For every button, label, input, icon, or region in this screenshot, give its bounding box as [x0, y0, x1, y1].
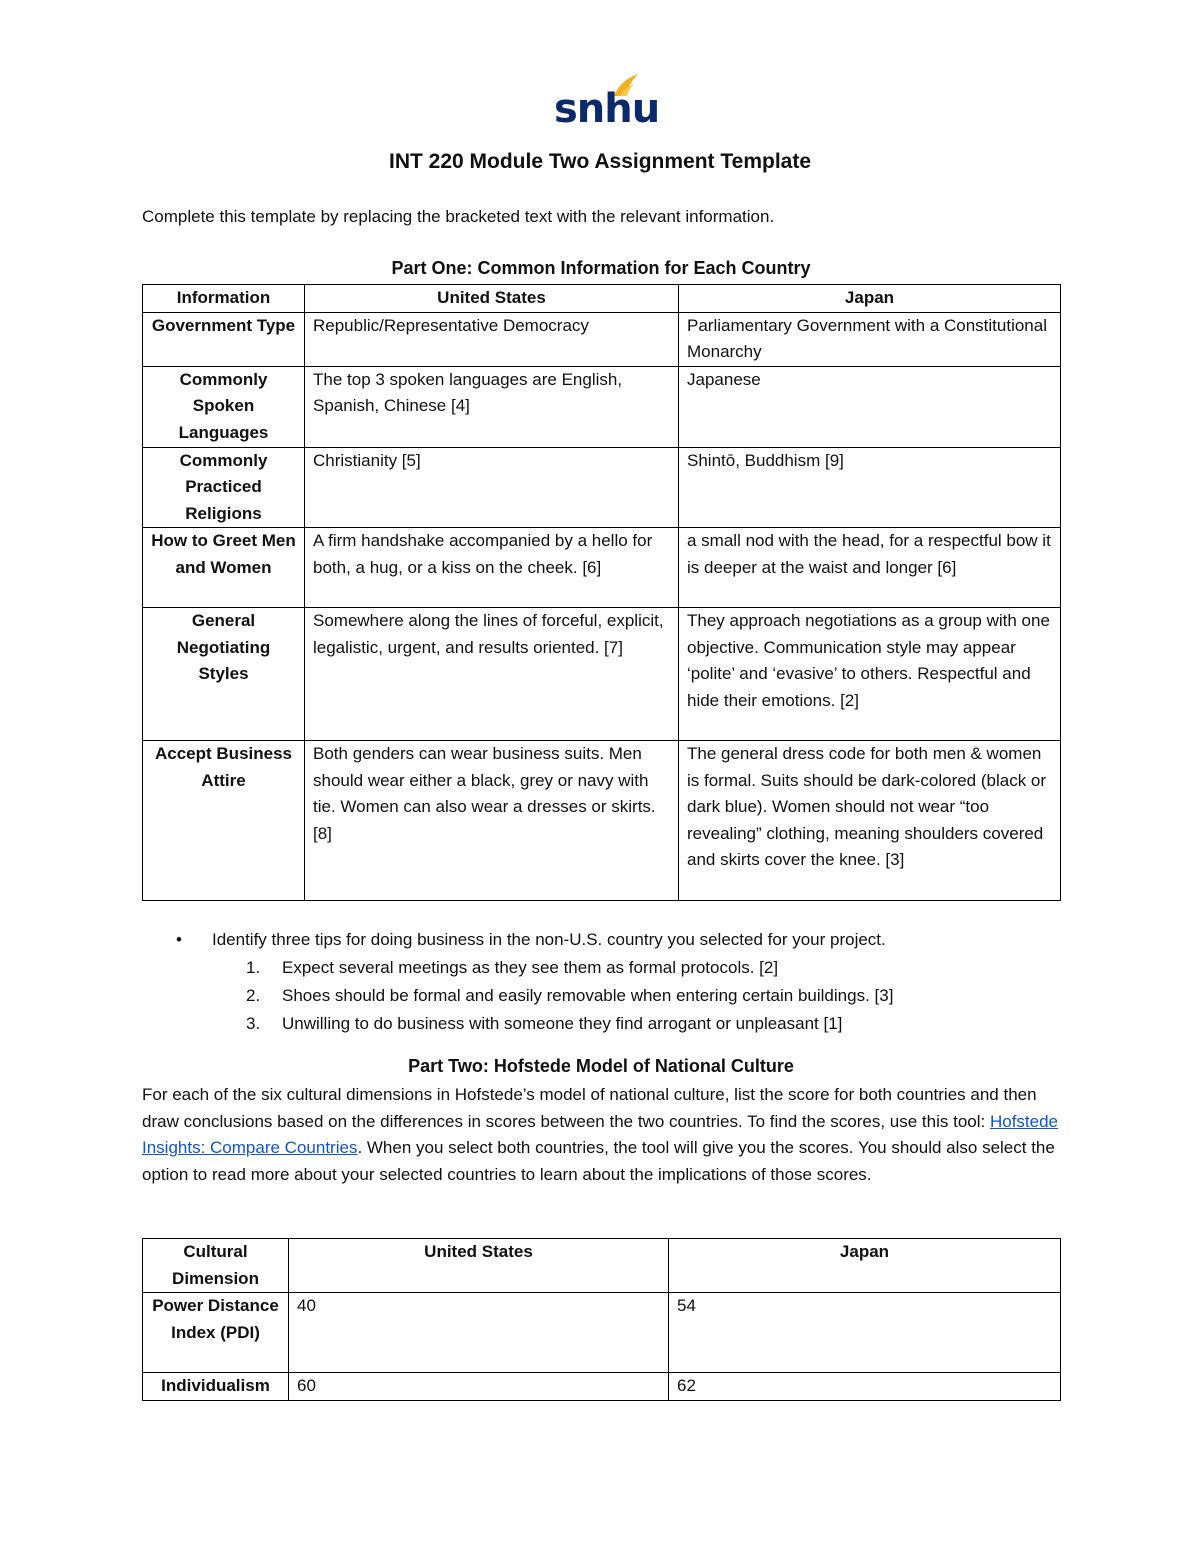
list-item [142, 926, 1060, 954]
intro-text: Complete this template by replacing the bracketed text with the relevant information. [142, 207, 775, 226]
row-label: General Negotiating Styles [143, 608, 305, 741]
table-row [143, 447, 1061, 528]
logo-text: snhu [554, 86, 660, 132]
hofstede-table [142, 1238, 1061, 1401]
japan-cell: The general dress code for both men & women is formal. Suits should be dark-colored (black or dark blue). Women should not wear “too revealing” clothing, meaning shoulders covered and skirts cover the knee. [3] [679, 741, 1061, 901]
bullet-text: Identify three tips for doing business in the non-U.S. country you selected for your project. [212, 930, 886, 949]
item-text: Expect several meetings as they see them as formal protocols. [2] [282, 958, 779, 977]
row-label: Power Distance Index (PDI) [143, 1293, 289, 1373]
us-cell: A firm handshake accompanied by a hello for both, a hug, or a kiss on the cheek. [6] [305, 528, 679, 608]
table-row [143, 741, 1061, 901]
us-cell: 40 [289, 1293, 669, 1373]
list-item [142, 1010, 1060, 1038]
table-row [143, 312, 1061, 366]
instructions-text-before: For each of the six cultural dimensions in Hofstede’s model of national culture, list the score for both countries and then draw conclusions based on the differences in scores between the two countries. To find the scores, use this tool: [142, 1085, 1037, 1131]
header-japan: Japan [679, 285, 1061, 313]
header-japan: Japan [669, 1239, 1061, 1293]
item-number: 1. [246, 958, 261, 977]
part-one-heading: Part One: Common Information for Each Country [391, 258, 811, 278]
japan-cell: Parliamentary Government with a Constitutional Monarchy [679, 312, 1061, 366]
japan-cell: 62 [669, 1373, 1061, 1401]
row-label: Government Type [143, 312, 305, 366]
item-number: 3. [246, 1014, 261, 1033]
row-label: Individualism [143, 1373, 289, 1401]
us-cell: 60 [289, 1373, 669, 1401]
row-label: How to Greet Men and Women [143, 528, 305, 608]
table-header-row [143, 285, 1061, 313]
row-label: Commonly Practiced Religions [143, 447, 305, 528]
table-row [143, 608, 1061, 741]
us-cell: Republic/Representative Democracy [305, 312, 679, 366]
tips-list [142, 926, 1060, 1038]
table-header-row [143, 1239, 1061, 1293]
table-row [143, 528, 1061, 608]
instructions-text-after: . When you select both countries, the tool will give you the scores. You should also select the option to read more about your selected countries to learn about the implications of those scores. [142, 1138, 1055, 1184]
part-two-heading: Part Two: Hofstede Model of National Culture [408, 1056, 794, 1076]
list-item [142, 982, 1060, 1010]
japan-cell: Japanese [679, 366, 1061, 447]
page-title: INT 220 Module Two Assignment Template [389, 150, 811, 173]
item-text: Shoes should be formal and easily removable when entering certain buildings. [3] [282, 986, 894, 1005]
table-row [143, 366, 1061, 447]
bullet-icon: • [176, 930, 182, 949]
japan-cell: 54 [669, 1293, 1061, 1373]
list-item [142, 954, 1060, 982]
row-label: Commonly Spoken Languages [143, 366, 305, 447]
table-row [143, 1293, 1061, 1373]
header-information: Information [143, 285, 305, 313]
row-label: Accept Business Attire [143, 741, 305, 901]
header-cultural-dimension: Cultural Dimension [143, 1239, 289, 1293]
japan-cell: They approach negotiations as a group with one objective. Communication style may appear ‘polite’ and ‘evasive’ to others. Respectful and hide their emotions. [2] [679, 608, 1061, 741]
item-number: 2. [246, 986, 261, 1005]
table-row [143, 1373, 1061, 1401]
japan-cell: a small nod with the head, for a respectful bow it is deeper at the waist and longer [6] [679, 528, 1061, 608]
us-cell: Both genders can wear business suits. Men should wear either a black, grey or navy with tie. Women can also wear a dresses or skirts. [8] [305, 741, 679, 901]
part-two-instructions [142, 1082, 1060, 1188]
hofstede-link[interactable]: Hofstede Insights: Compare Countries [142, 1111, 1059, 1157]
country-info-table [142, 284, 1061, 901]
item-text: Unwilling to do business with someone they find arrogant or unpleasant [1] [282, 1014, 843, 1033]
japan-cell: Shintō, Buddhism [9] [679, 447, 1061, 528]
us-cell: The top 3 spoken languages are English, Spanish, Chinese [4] [305, 366, 679, 447]
us-cell: Somewhere along the lines of forceful, explicit, legalistic, urgent, and results oriented. [7] [305, 608, 679, 741]
header-united-states: United States [305, 285, 679, 313]
snhu-logo [554, 72, 660, 134]
us-cell: Christianity [5] [305, 447, 679, 528]
header-united-states: United States [289, 1239, 669, 1293]
